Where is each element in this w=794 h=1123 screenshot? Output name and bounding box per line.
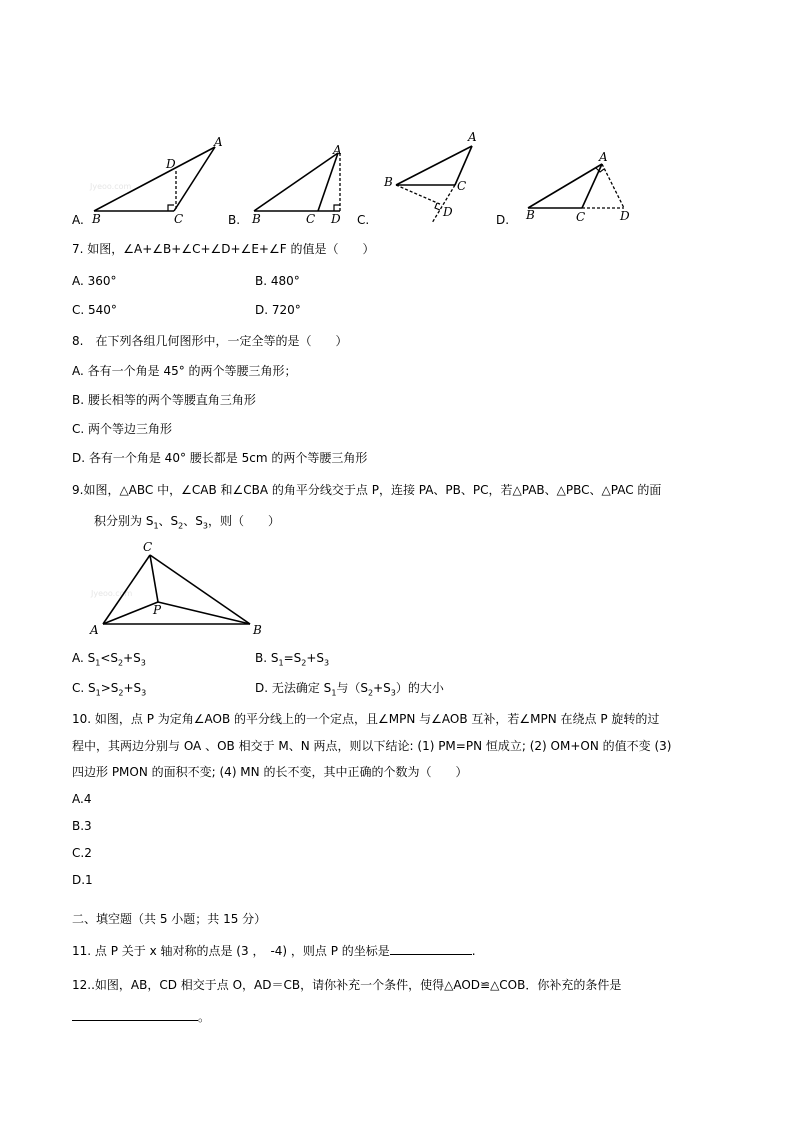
q9-figure	[85, 535, 275, 640]
q6-option-d: D.	[496, 213, 510, 227]
q11-answer-blank[interactable]	[390, 942, 472, 955]
q6-option-b: B.	[228, 213, 241, 227]
q10-stem-line3: 四边形 PMON 的面积不变; (4) MN 的长不变，其中正确的个数为（ ）	[72, 765, 468, 779]
svg-text:Jyeoo.com: Jyeoo.com	[91, 589, 133, 598]
q9-label-A: A	[90, 623, 99, 637]
q9-label-P: P	[153, 603, 162, 617]
q6-figure-c	[380, 125, 490, 225]
q9-option-c: C. $S_1>S_2+S_3$	[72, 681, 147, 698]
q10-option-b: B.3	[72, 819, 92, 833]
q10-stem-line2: 程中，其两边分别与 OA 、OB 相交于 M、N 两点，则以下结论: (1) PM=PN 恒成立; (2) OM+ON 的值不变 (3)	[72, 739, 672, 753]
section-title: 二、填空题（共 5 小题；共 15 分）	[72, 912, 267, 926]
q6d-label-D: D	[620, 209, 630, 223]
q9-option-b: B. $S_1=S_2+S_3$	[255, 651, 330, 668]
q6a-label-B: B	[92, 212, 101, 226]
q6b-label-D: D	[331, 212, 341, 226]
q6b-label-C: C	[306, 212, 316, 226]
q8-option-a: A. 各有一个角是 45° 的两个等腰三角形；	[72, 364, 297, 378]
q9-stem-line1: 9.如图，△ABC 中，∠CAB 和∠CBA 的角平分线交于点 P，连接 PA、PB、PC，若△PAB、△PBC、△PAC 的面	[72, 483, 662, 497]
q6c-label-C: C	[457, 179, 467, 193]
q6a-label-D: D	[166, 157, 176, 171]
q9-option-d: D. 无法确定 $S_1$与$(S_2+S_3)$的大小	[255, 681, 444, 698]
q7-stem: 7. 如图，∠A+∠B+∠C+∠D+∠E+∠F 的值是（ ）	[72, 242, 375, 256]
q6-option-c: C.	[357, 213, 370, 227]
q8-option-d: D. 各有一个角是 40° 腰长都是 5cm 的两个等腰三角形	[72, 451, 368, 465]
q6a-label-A: A	[214, 135, 223, 149]
q9-option-a: A. $S_1<S_2+S_3$	[72, 651, 146, 668]
q6-figure-b	[240, 130, 370, 230]
q6c-label-B: B	[384, 175, 393, 189]
q9-label-C: C	[143, 540, 153, 554]
q10-option-d: D.1	[72, 873, 93, 887]
q11-stem: 11. 点 P 关于 x 轴对称的点是 (3 ， -4) ，则点 P 的坐标是 .	[72, 944, 476, 958]
q8-option-b: B. 腰长相等的两个等腰直角三角形	[72, 393, 256, 407]
q6c-label-A: A	[468, 130, 477, 144]
q9-stem-line2: 积分别为 $S_1$、$S_2$、$S_3$，则（ ）	[94, 514, 281, 531]
q10-option-c: C.2	[72, 846, 92, 860]
q10-option-a: A.4	[72, 792, 92, 806]
q6-option-a: A.	[72, 213, 84, 227]
q12-answer-line: 。	[72, 1008, 210, 1025]
q8-stem: 8. 在下列各组几何图形中，一定全等的是（ ）	[72, 334, 348, 348]
q6d-label-B: B	[526, 208, 535, 222]
q7-option-b: B. 480°	[255, 274, 300, 288]
q12-stem: 12..如图，AB，CD 相交于点 O，AD＝CB，请你补充一个条件，使得△AOD≌△COB．你补充的条件是	[72, 978, 622, 992]
q6d-label-C: C	[576, 210, 586, 224]
q8-option-c: C. 两个等边三角形	[72, 422, 173, 436]
q12-answer-blank[interactable]	[72, 1008, 198, 1021]
q7-option-d: D. 720°	[255, 303, 301, 317]
q6-figure-a	[70, 130, 240, 230]
q10-stem-line1: 10. 如图，点 P 为定角∠AOB 的平分线上的一个定点，且∠MPN 与∠AOB 互补，若∠MPN 在绕点 P 旋转的过	[72, 712, 660, 726]
q6b-label-B: B	[252, 212, 261, 226]
q7-option-a: A. 360°	[72, 274, 117, 288]
q6d-label-A: A	[599, 150, 608, 164]
q6a-label-C: C	[174, 212, 184, 226]
q6b-label-A: A	[333, 143, 342, 157]
q6-figure-d	[520, 145, 650, 235]
q7-option-c: C. 540°	[72, 303, 117, 317]
q9-label-B: B	[253, 623, 262, 637]
svg-text:Jyeoo.com: Jyeoo.com	[90, 182, 132, 191]
q6c-label-D: D	[443, 205, 453, 219]
